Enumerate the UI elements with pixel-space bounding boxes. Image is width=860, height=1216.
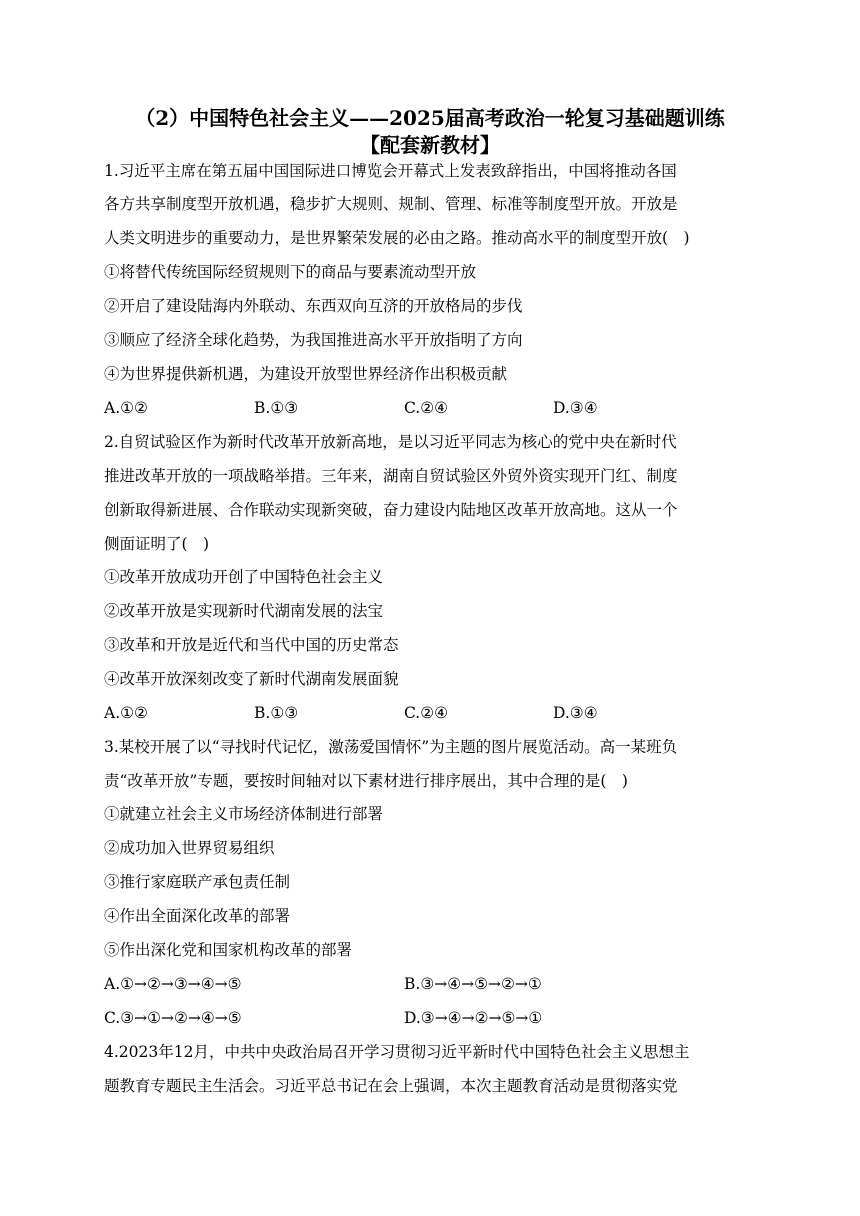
question-2-item-1: ①改革开放成功开创了中国特色社会主义	[104, 568, 384, 586]
question-2-item-4: ④改革开放深刻改变了新时代湖南发展面貌	[104, 670, 399, 688]
question-3-item-1: ①就建立社会主义市场经济体制进行部署	[104, 805, 384, 823]
question-3-option-b[interactable]: B.③→④→⑤→②→①	[404, 975, 542, 993]
question-2-option-c[interactable]: C.②④	[404, 704, 449, 722]
question-3-text-line-2: 责“改革开放”专题，要按时间轴对以下素材进行排序展出，其中合理的是( )	[104, 772, 628, 790]
question-2-option-a[interactable]: A.①②	[104, 704, 148, 722]
question-3-option-d[interactable]: D.③→④→②→⑤→①	[404, 1009, 543, 1027]
question-4-text-line-2: 题教育专题民主生活会。习近平总书记在会上强调，本次主题教育活动是贯彻落实党	[104, 1077, 678, 1095]
question-1-text-line-3: 人类文明进步的重要动力，是世界繁荣发展的必由之路。推动高水平的制度型开放( )	[104, 229, 690, 247]
question-3-item-4: ④作出全面深化改革的部署	[104, 907, 291, 925]
question-1-option-a[interactable]: A.①②	[104, 399, 148, 417]
question-2-text-line-3: 创新取得新进展、合作联动实现新突破，奋力建设内陆地区改革开放高地。这从一个	[104, 501, 678, 519]
document-subtitle: 【配套新教材】	[360, 133, 500, 157]
question-2-item-2: ②改革开放是实现新时代湖南发展的法宝	[104, 602, 384, 620]
question-4-text-line-1: 4.2023年12月，中共中央政治局召开学习贯彻习近平新时代中国特色社会主义思想主	[104, 1043, 690, 1061]
question-3-text-line-1: 3.某校开展了以“寻找时代记忆，激荡爱国情怀”为主题的图片展览活动。高一某班负	[104, 738, 678, 756]
question-3-option-a[interactable]: A.①→②→③→④→⑤	[104, 975, 242, 993]
question-1-option-c[interactable]: C.②④	[404, 399, 449, 417]
question-1-item-3: ③顺应了经济全球化趋势，为我国推进高水平开放指明了方向	[104, 331, 523, 349]
question-2-option-b[interactable]: B.①③	[254, 704, 299, 722]
question-2-text-line-4: 侧面证明了( )	[104, 535, 210, 553]
question-1-item-1: ①将替代传统国际经贸规则下的商品与要素流动型开放	[104, 263, 477, 281]
question-2-item-3: ③改革和开放是近代和当代中国的历史常态	[104, 636, 399, 654]
question-3-item-5: ⑤作出深化党和国家机构改革的部署	[104, 941, 353, 959]
question-3-item-3: ③推行家庭联产承包责任制	[104, 873, 291, 891]
question-2-text-line-1: 2.自贸试验区作为新时代改革开放新高地，是以习近平同志为核心的党中央在新时代	[104, 433, 677, 451]
question-3-item-2: ②成功加入世界贸易组织	[104, 839, 275, 857]
question-1-text-line-1: 1.习近平主席在第五届中国国际进口博览会开幕式上发表致辞指出，中国将推动各国	[104, 162, 677, 180]
question-3-option-c[interactable]: C.③→①→②→④→⑤	[104, 1009, 242, 1027]
question-1-option-d[interactable]: D.③④	[553, 399, 598, 417]
question-1-item-2: ②开启了建设陆海内外联动、东西双向互济的开放格局的步伐	[104, 297, 523, 315]
question-1-item-4: ④为世界提供新机遇，为建设开放型世界经济作出积极贡献	[104, 365, 508, 383]
question-2-option-d[interactable]: D.③④	[553, 704, 598, 722]
question-1-option-b[interactable]: B.①③	[254, 399, 299, 417]
question-1-text-line-2: 各方共享制度型开放机遇，稳步扩大规则、规制、管理、标准等制度型开放。开放是	[104, 195, 678, 213]
document-title: （2）中国特色社会主义——2025届高考政治一轮复习基础题训练	[135, 106, 725, 130]
question-2-text-line-2: 推进改革开放的一项战略举措。三年来，湖南自贸试验区外贸外资实现开门红、制度	[104, 467, 678, 485]
